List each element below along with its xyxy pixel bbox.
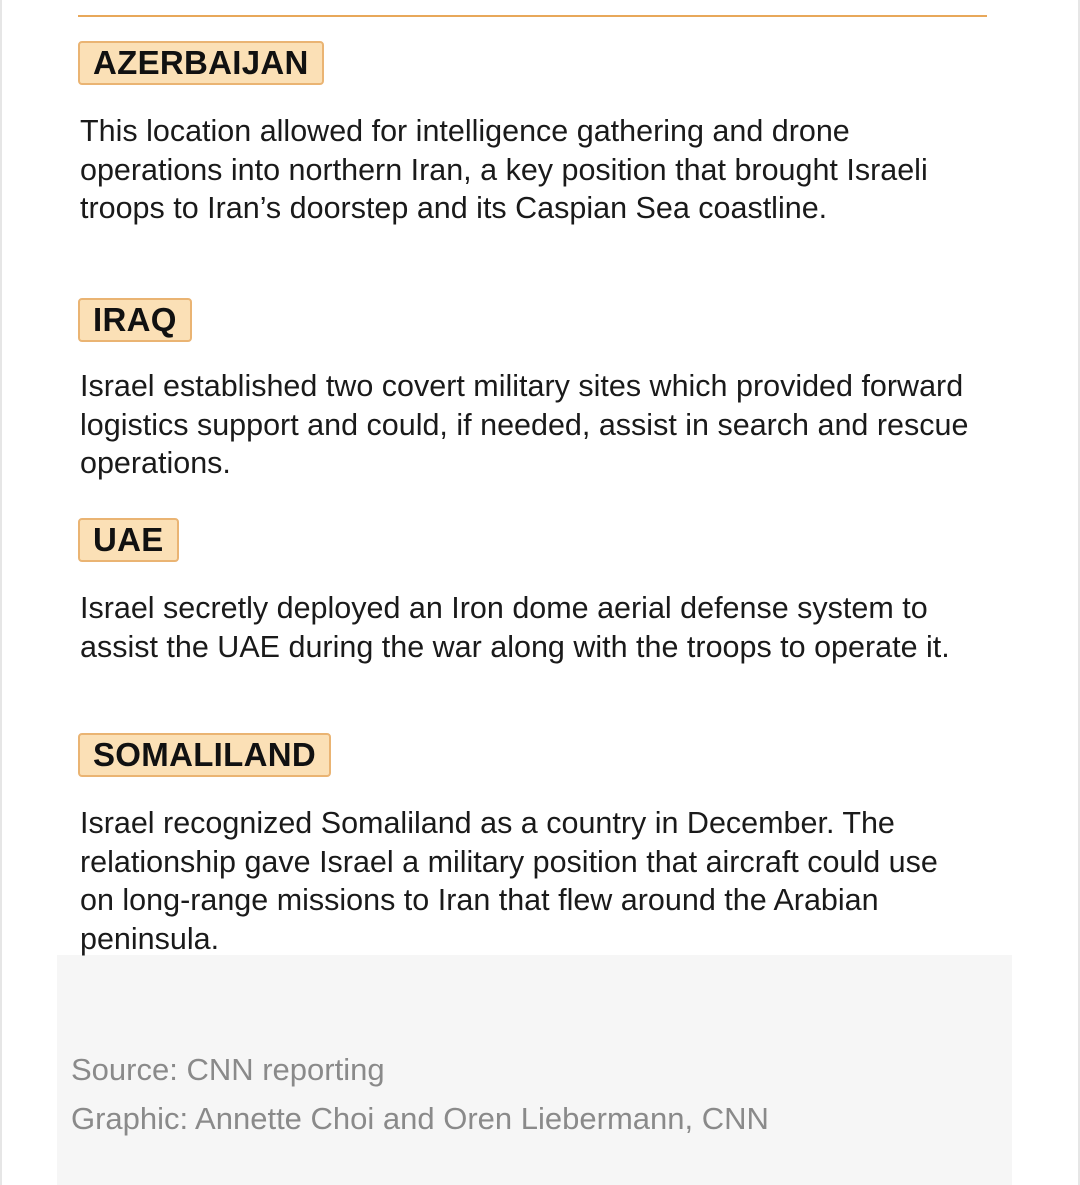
top-divider [78, 15, 987, 17]
tag-uae: UAE [78, 518, 179, 562]
description-somaliland: Israel recognized Somaliland as a country in December. The relationship gave Israel a military position that aircraft could use on long-range missions to Iran that flew around the Arabian peninsula. [80, 806, 938, 956]
tag-azerbaijan: AZERBAIJAN [78, 41, 324, 85]
description-uae: Israel secretly deployed an Iron dome aerial defense system to assist the UAE during the war along with the troops to operate it. [80, 591, 950, 664]
tag-iraq: IRAQ [78, 298, 192, 342]
source-credit: Source: CNN reporting [71, 1052, 385, 1087]
description-azerbaijan: This location allowed for intelligence gathering and drone operations into northern Iran, a key position that brought Israeli troops to Iran’s doorstep and its Caspian Sea coastline. [80, 114, 928, 226]
tag-somaliland: SOMALILAND [78, 733, 331, 777]
description-iraq: Israel established two covert military sites which provided forward logistics support and could, if needed, assist in search and rescue operations. [80, 369, 969, 481]
graphic-credit: Graphic: Annette Choi and Oren Liebermann, CNN [71, 1101, 769, 1136]
